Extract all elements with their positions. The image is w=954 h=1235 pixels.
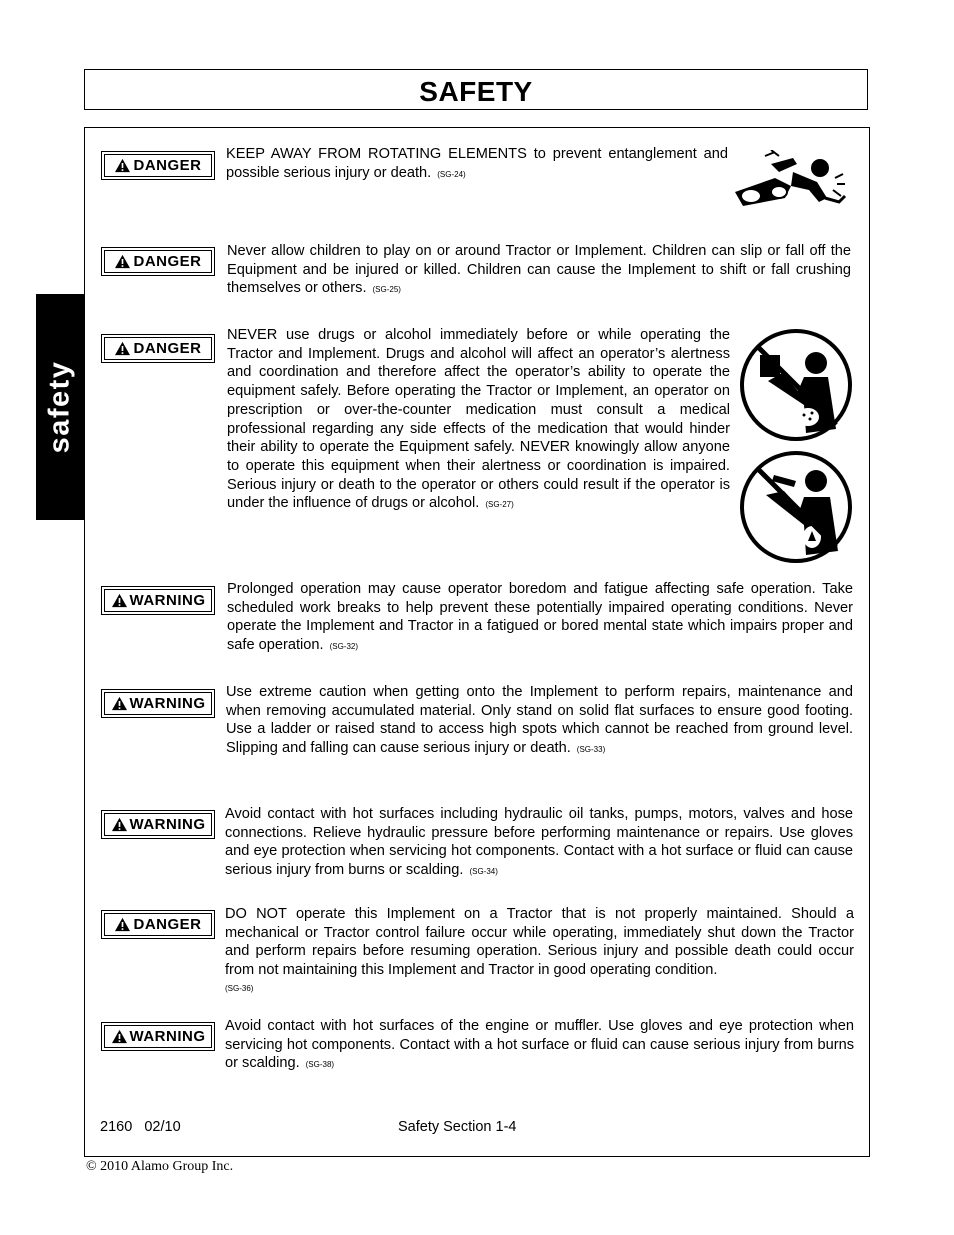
warning-badge (101, 1022, 215, 1051)
entanglement-pictogram (735, 150, 847, 210)
safety-message (225, 805, 853, 882)
message-text: Avoid contact with hot surfaces including hydraulic oil tanks, pumps, motors, valves and hose connections. Relieve hydraulic pressure before performing maintenance or repairs. Use gloves and eye protection when servicing hot components. Contact with a hot surface or fluid can cause serious injury from burns or scalding. (225, 806, 853, 879)
danger-badge (101, 247, 215, 276)
message-code: (SG-25) (372, 285, 401, 295)
message-text: Avoid contact with hot surfaces of the engine or muffler. Use gloves and eye protection when servicing hot components. Contact with a hot surface or fluid can cause serious injury from burns or scalding. (225, 1018, 854, 1072)
safety-message (226, 683, 853, 760)
side-tab-label: safety (43, 360, 76, 454)
badge-label: DANGER (133, 157, 202, 174)
badge-label: DANGER (133, 340, 202, 357)
message-code: (SG-27) (485, 500, 514, 510)
badge-label: DANGER (133, 916, 202, 933)
message-text: NEVER use drugs or alcohol immediately before or while operating the Tractor and Implement. Drugs and alcohol will affect an operator’s alertness and coordination and therefore affect the operator’s ability to operate the equipment safely. Before operating the Tractor or Implement, an operator on prescription or over-the-counter medication must consult a medical professional regarding any side effects of the medication that would hinder their ability to operate the Equipment safely. NEVER knowingly allow anyone to operate this equipment when their alertness or coordination is impaired. Serious injury or death to the operator or others could result if the operator is under the influence of drugs or alcohol. (227, 327, 730, 512)
message-text: Never allow children to play on or around Tractor or Implement. Children can slip or fall off the Equipment and be injured or killed. Children can cause the Implement to shift or fall crushing themselves or others. (227, 243, 851, 297)
danger-badge (101, 151, 215, 180)
warning-triangle-icon (111, 696, 128, 711)
safety-message (226, 145, 728, 184)
warning-triangle-icon (111, 817, 128, 832)
header-box (84, 69, 868, 110)
safety-message (227, 326, 730, 515)
safety-message (225, 1017, 854, 1075)
message-text: KEEP AWAY FROM ROTATING ELEMENTS to prevent entanglement and possible serious injury or death. (226, 146, 728, 181)
message-code: (SG-38) (305, 1060, 335, 1070)
badge-label: WARNING (129, 592, 206, 609)
footer-section: Safety Section 1-4 (398, 1119, 517, 1135)
message-text: Use extreme caution when getting onto the Implement to perform repairs, maintenance and when removing accumulated material. Only stand on solid flat surfaces to ensure good footing. Use a ladder or raised stand to access high spots which cannot be reached from ground level. Slipping and falling can cause serious injury or death. (226, 684, 853, 757)
page-title: SAFETY (419, 76, 533, 107)
no-drugs-alcohol-pictogram (740, 329, 856, 565)
warning-badge (101, 586, 215, 615)
copyright: © 2010 Alamo Group Inc. (86, 1159, 234, 1174)
warning-triangle-icon (114, 254, 131, 269)
safety-message (225, 905, 854, 999)
message-code: (SG-32) (329, 642, 359, 652)
danger-badge (101, 910, 215, 939)
badge-label: DANGER (133, 253, 202, 270)
side-tab (36, 294, 84, 520)
message-text: DO NOT operate this Implement on a Tractor that is not properly maintained. Should a mechanical or Tractor control failure occur while operating, immediately shut down the Tractor and perform repairs before resuming operation. Serious injury and possible death could occur from not maintaining this Implement and Tractor in good operating condition. (225, 906, 854, 979)
message-code: (SG-36) (225, 983, 254, 993)
message-text: Prolonged operation may cause operator boredom and fatigue affecting safe operation. Take scheduled work breaks to help prevent these potentially impaired operating conditions. Never operate the Implement and Tractor in a fatigued or bored mental state which impairs proper and safe operation. (227, 581, 853, 654)
message-code: (SG-24) (437, 169, 466, 179)
message-code: (SG-33) (576, 745, 606, 755)
warning-triangle-icon (111, 1029, 128, 1044)
safety-message (227, 580, 853, 657)
footer-model-date: 2160 02/10 (100, 1119, 181, 1135)
danger-badge (101, 334, 215, 363)
warning-triangle-icon (111, 593, 128, 608)
warning-triangle-icon (114, 158, 131, 173)
warning-triangle-icon (114, 341, 131, 356)
badge-label: WARNING (129, 1028, 206, 1045)
message-code: (SG-34) (469, 867, 498, 877)
badge-label: WARNING (129, 816, 206, 833)
badge-label: WARNING (129, 695, 206, 712)
warning-triangle-icon (114, 917, 131, 932)
warning-badge (101, 810, 215, 839)
safety-message (227, 242, 851, 300)
warning-badge (101, 689, 215, 718)
